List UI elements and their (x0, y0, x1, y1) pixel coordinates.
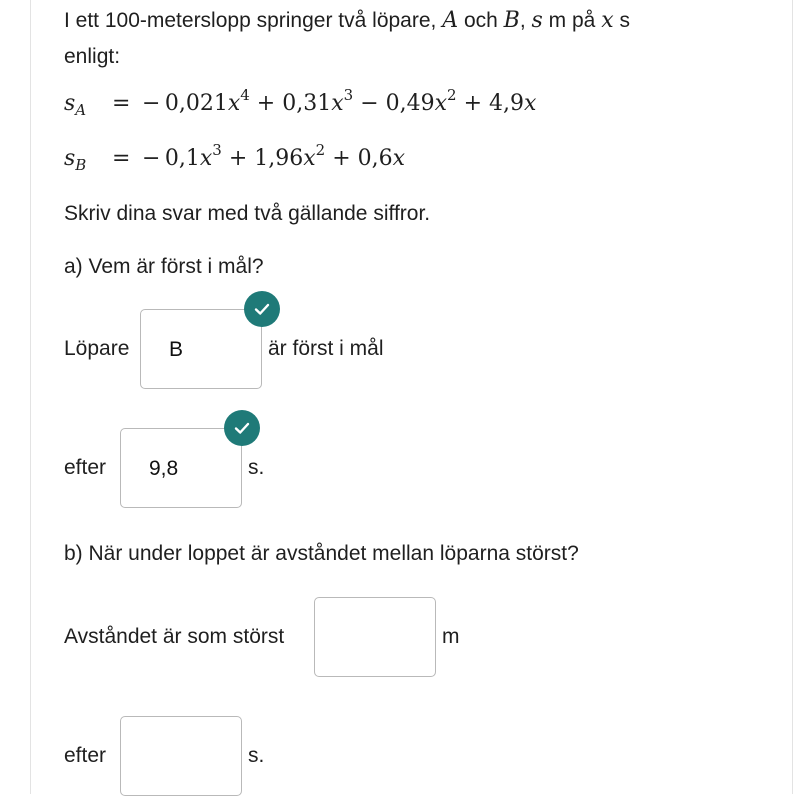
checkmark-icon (233, 419, 251, 437)
s-variable: s (531, 8, 543, 33)
answer-a2-input[interactable]: 9,8 (120, 428, 242, 508)
equation-sa-var: s (64, 91, 76, 116)
answer-b1-suffix: m (442, 625, 460, 648)
intro-s-unit: s (619, 9, 630, 32)
equation-sa-equals: = (112, 91, 131, 116)
correct-check-badge-a2 (224, 410, 260, 446)
answer-b1-input[interactable] (314, 597, 436, 677)
answer-a1-prefix: Löpare (64, 337, 130, 360)
answer-a2-suffix: s. (248, 456, 265, 479)
runner-b-symbol: B (503, 8, 520, 33)
intro-och: och (463, 9, 498, 32)
question-b: b) När under loppet är avståndet mellan löparna störst? (64, 542, 579, 565)
correct-check-badge-a1 (244, 291, 280, 327)
question-a: a) Vem är först i mål? (64, 255, 264, 278)
equation-sa-sub: A (75, 101, 87, 119)
answer-a2-prefix: efter (64, 456, 107, 479)
instruction-text: Skriv dina svar med två gällande siffror. (64, 202, 431, 225)
right-frame-line (792, 0, 793, 794)
x-variable: x (601, 8, 614, 33)
runner-a-symbol: A (442, 8, 459, 33)
answer-b2-input[interactable] (120, 716, 242, 796)
equation-sb-sub: B (75, 156, 87, 174)
answer-a1-input[interactable]: B (140, 309, 262, 389)
answer-a1-suffix: är först i mål (268, 337, 384, 360)
equation-sb-equals: = (112, 146, 131, 171)
intro-line-2: enligt: (64, 45, 121, 68)
equation-sb-var: s (64, 146, 76, 171)
equation-sb-rhs: − $0,1x^3 + 1,96x^2 + 0,6x$ (142, 141, 406, 171)
intro-m-unit: m på (548, 9, 596, 32)
intro-text: I ett 100-meterslopp springer två löpare, (64, 9, 437, 32)
checkmark-icon (253, 300, 271, 318)
answer-b2-prefix: efter (64, 744, 107, 767)
equation-sa-rhs: − $0,021x^4 + 0,31x^3 - 0,49x^2 + 4,9x$ (142, 86, 537, 116)
answer-b1-prefix: Avståndet är som störst (64, 625, 285, 648)
intro-line-1: I ett 100-meterslopp springer två löpare, A och B, s m på x s (64, 8, 630, 33)
answer-b2-suffix: s. (248, 744, 265, 767)
left-frame-line (30, 0, 31, 794)
